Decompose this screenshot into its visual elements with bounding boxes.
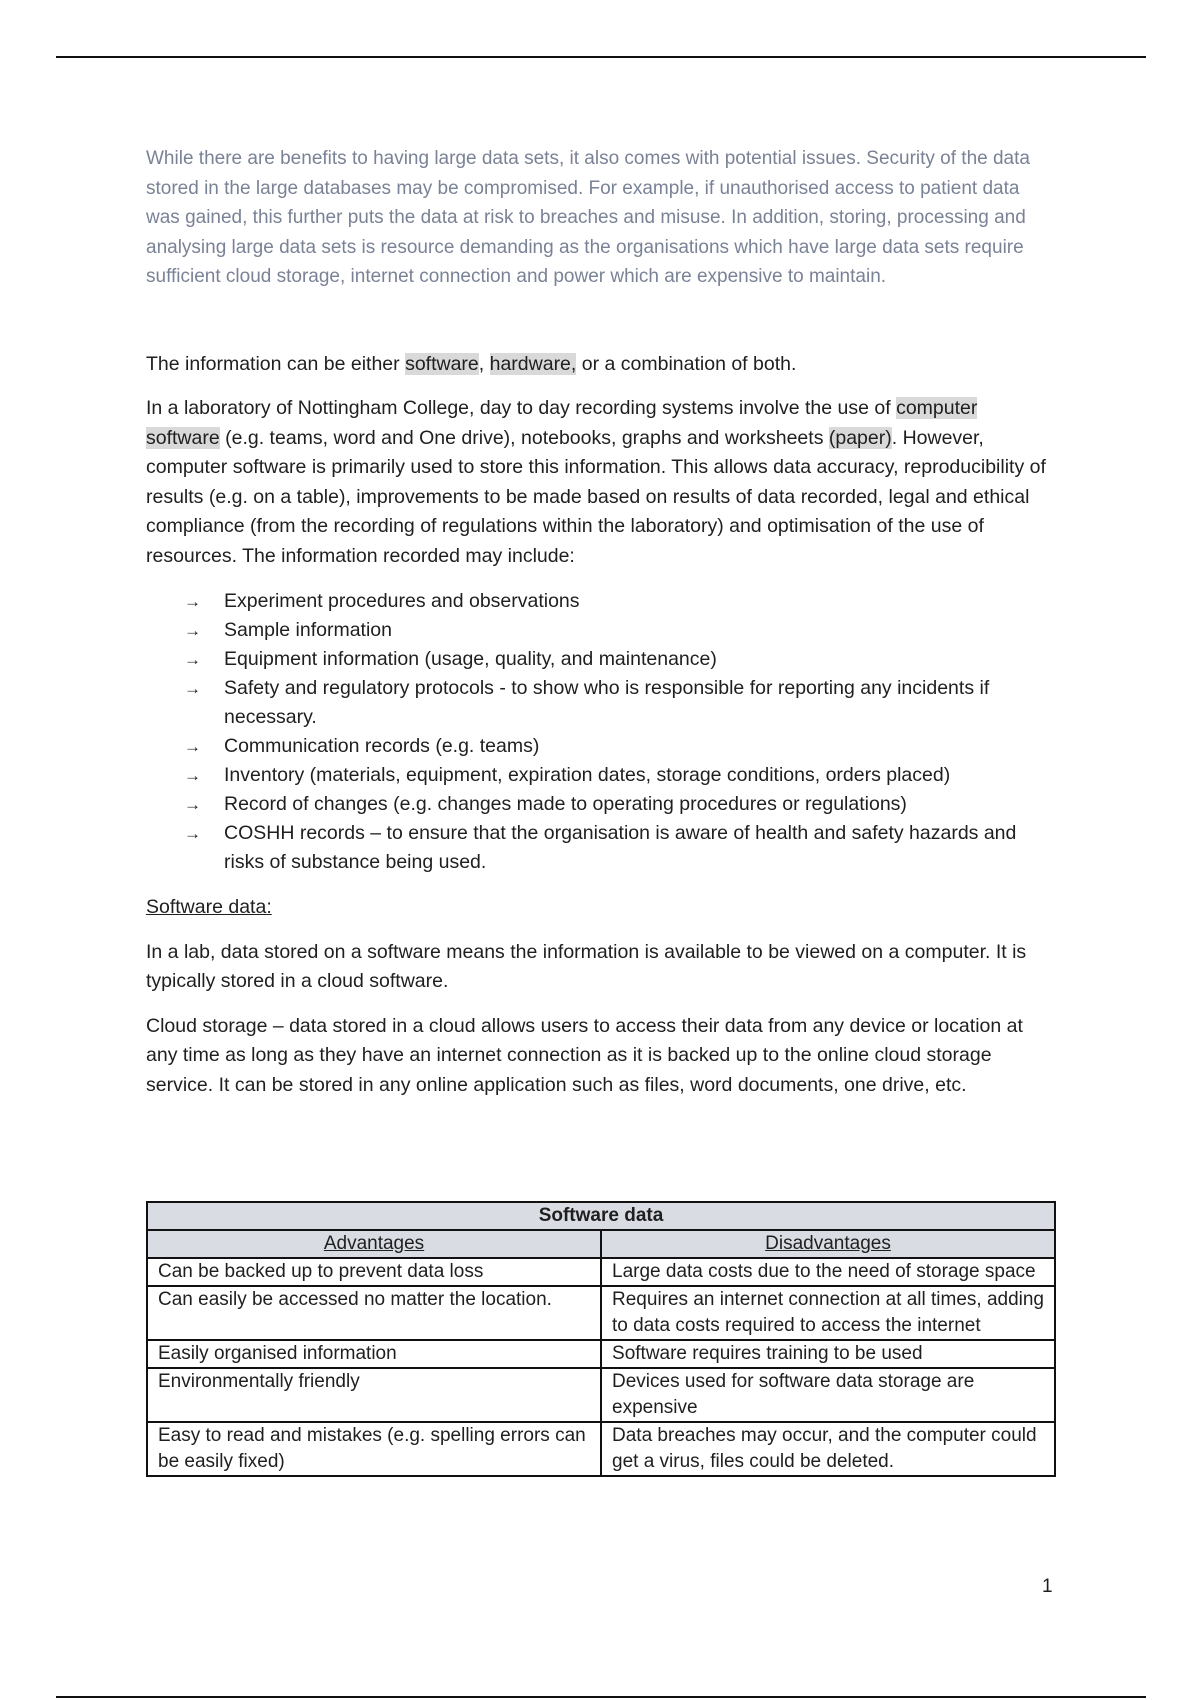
arrow-icon: →: [184, 766, 201, 785]
intro-paragraph: While there are benefits to having large data sets, it also comes with potential issues. Security of the data stored in the large databases may be compromised. For example, if unauthorised access to patient data was gained, this further puts the data at risk to breaches and misuse. In addition, storing, processing and analysing large data sets is resource demanding as the organisations which have large data sets require sufficient cloud storage, internet connection and power which are expensive to maintain.: [146, 148, 1030, 287]
arrow-icon: →: [184, 679, 201, 698]
highlight-hardware: hardware,: [489, 352, 577, 375]
table-title-row: [147, 1202, 1055, 1230]
disadvantage-cell: Software requires training to be used: [601, 1340, 1055, 1368]
lab-mid: (e.g. teams, word and One drive), notebooks, graphs and worksheets: [219, 426, 829, 449]
arrow-icon: →: [184, 592, 201, 611]
highlight-computer-software: computer software: [146, 397, 978, 449]
header-rule: [56, 56, 1146, 58]
disadvantage-cell: Data breaches may occur, and the computer could get a virus, files could be deleted.: [601, 1422, 1055, 1476]
cloud-storage-paragraph: Cloud storage – data stored in a cloud allows users to access their data from any device or location at any time as long as they have an internet connection as it is backed up to the online cloud storage service. It can be stored in any online application such as files, word documents, one drive, etc.: [146, 1014, 1023, 1096]
table-title: Software data: [147, 1202, 1055, 1230]
software-data-table: [146, 1201, 1056, 1477]
list-item: [146, 819, 1054, 877]
info-lead: The information can be either: [146, 352, 406, 375]
list-item-text: COSHH records – to ensure that the organisation is aware of health and safety hazards and risks of substance being used.: [224, 822, 1017, 873]
advantage-cell: Can be backed up to prevent data loss: [147, 1258, 601, 1286]
software-paragraph: In a lab, data stored on a software means the information is available to be viewed on a computer. It is typically stored in a cloud software.: [146, 940, 1027, 992]
lab-lead: In a laboratory of Nottingham College, day to day recording systems involve the use of: [146, 397, 897, 419]
list-item: [146, 587, 1054, 616]
table-row: [147, 1258, 1055, 1286]
list-item: [146, 645, 1054, 674]
advantage-cell: Environmentally friendly: [147, 1368, 601, 1422]
footer-rule: [56, 1696, 1146, 1698]
list-item-text: Experiment procedures and observations: [224, 590, 580, 612]
lab-paragraph: [146, 394, 1051, 571]
list-item-text: Safety and regulatory protocols - to show who is responsible for reporting any incidents if necessary.: [224, 677, 990, 728]
document-page: [146, 144, 1056, 1472]
list-item: [146, 732, 1054, 761]
list-item: [146, 674, 1054, 732]
highlight-software: software: [405, 352, 479, 375]
list-item-text: Record of changes (e.g. changes made to operating procedures or regulations): [224, 793, 907, 815]
info-tail: or a combination of both.: [576, 352, 797, 375]
advantage-cell: Can easily be accessed no matter the location.: [147, 1286, 601, 1340]
software-data-heading: Software data:: [146, 896, 272, 918]
advantage-cell: Easy to read and mistakes (e.g. spelling errors can be easily fixed): [147, 1422, 601, 1476]
table-row: [147, 1422, 1055, 1476]
list-item-text: Sample information: [224, 619, 392, 641]
lab-tail: . However, computer software is primarily used to store this information. This allows data accuracy, reproducibility of results (e.g. on a table), improvements to be made based on results of data recorded, legal and ethical compliance (from the recording of regulations within the laboratory) and optimisation of the use of resources. The information recorded may include:: [146, 426, 1046, 567]
list-item-text: Equipment information (usage, quality, and maintenance): [224, 648, 717, 670]
arrow-icon: →: [184, 795, 201, 814]
advantage-cell: Easily organised information: [147, 1340, 601, 1368]
arrow-icon: →: [184, 621, 201, 640]
list-item: [146, 616, 1054, 645]
page-number: 1: [1042, 1576, 1053, 1597]
info-bullet-list: [146, 587, 1056, 877]
table-row: [147, 1368, 1055, 1422]
info-sep: ,: [478, 352, 490, 375]
table-row: [147, 1286, 1055, 1340]
arrow-icon: →: [184, 650, 201, 669]
list-item: [146, 761, 1054, 790]
disadvantage-cell: Requires an internet connection at all times, adding to data costs required to access the internet: [601, 1286, 1055, 1340]
info-sentence: [146, 350, 1051, 380]
list-item-text: Communication records (e.g. teams): [224, 735, 540, 757]
table-header-row: [147, 1230, 1055, 1258]
list-item: [146, 790, 1054, 819]
list-item-text: Inventory (materials, equipment, expiration dates, storage conditions, orders placed): [224, 764, 951, 786]
disadvantage-cell: Large data costs due to the need of storage space: [601, 1258, 1055, 1286]
table-row: [147, 1340, 1055, 1368]
arrow-icon: →: [184, 737, 201, 756]
arrow-icon: →: [184, 824, 201, 843]
header-disadvantages: Disadvantages: [601, 1230, 1055, 1258]
highlight-paper: (paper): [828, 426, 892, 449]
header-advantages: Advantages: [147, 1230, 601, 1258]
disadvantage-cell: Devices used for software data storage are expensive: [601, 1368, 1055, 1422]
